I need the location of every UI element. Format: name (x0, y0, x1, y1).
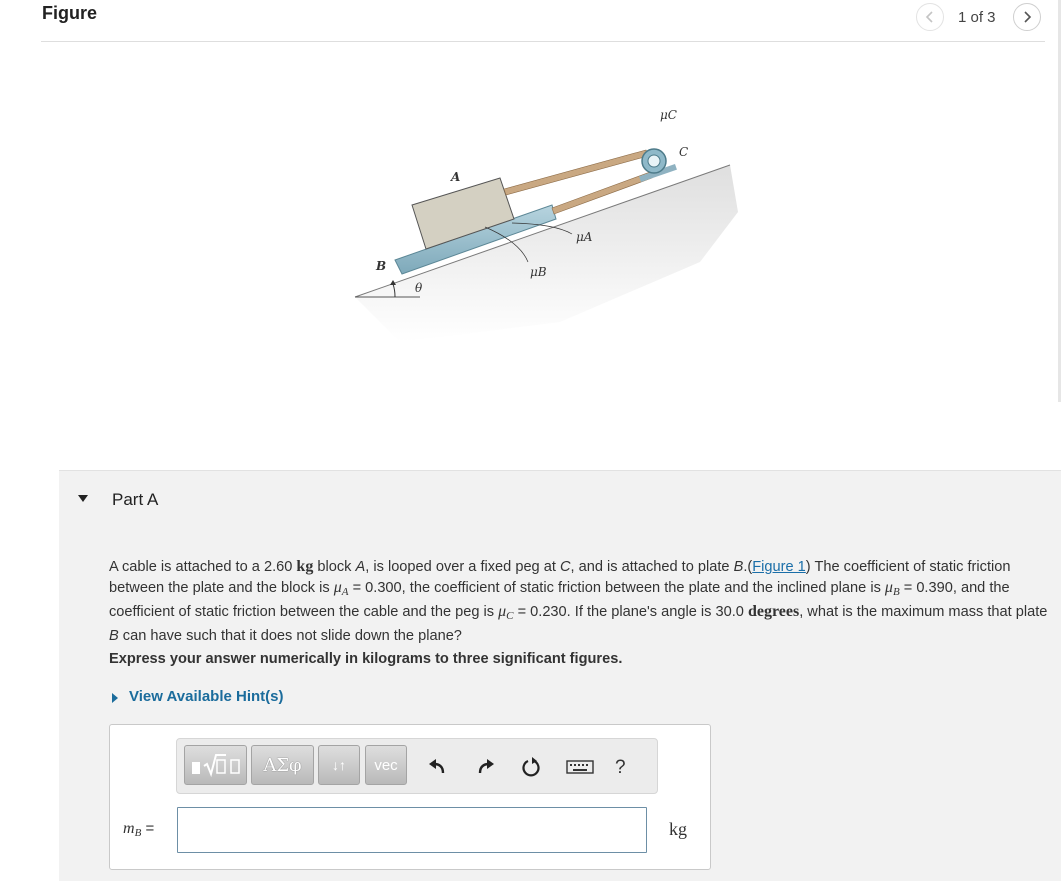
figure-divider (41, 41, 1045, 42)
undo-icon (428, 759, 446, 775)
part-a-header[interactable] (59, 470, 1061, 541)
incline-figure (340, 92, 740, 352)
undo-button[interactable] (426, 756, 448, 778)
redo-button[interactable] (475, 756, 497, 778)
label-mu-a: μA (576, 230, 593, 244)
subscript-superscript-button[interactable]: ↓↑ (318, 745, 360, 785)
chevron-left-icon (925, 10, 935, 24)
label-a: A (451, 170, 461, 184)
peg-center (648, 155, 660, 167)
figure-link[interactable]: Figure 1 (752, 559, 806, 575)
answer-instruction: Express your answer numerically in kilograms to three significant figures. (109, 651, 623, 667)
templates-button[interactable] (184, 745, 247, 785)
figure-title: Figure (42, 3, 98, 23)
label-b: B (376, 259, 387, 273)
cable-upper (504, 150, 648, 195)
keyboard-icon (566, 759, 594, 775)
previous-figure-button[interactable] (916, 3, 944, 31)
view-hints-link[interactable]: View Available Hint(s) (129, 688, 284, 705)
label-c: C (679, 145, 689, 159)
vector-button[interactable]: vec (365, 745, 407, 785)
caret-down-icon[interactable] (77, 494, 89, 504)
chevron-right-icon (1022, 10, 1032, 24)
sqrt-template-icon (190, 752, 242, 778)
answer-variable-label: $m_B$ = (123, 820, 155, 839)
keyboard-button[interactable] (566, 756, 594, 778)
problem-statement: A cable is attached to a 2.60 kg block A, is looped over a fixed peg at C, and is attached to plate B.(Figure 1) The coefficient of static friction between the plate and the block is $\mu_A = 0.300$, the coefficient of static friction between the plate and the inclined plane is $\mu_B = 0.390$, and the coefficient of static friction between the cable and the peg is $\mu_C = 0.230$. If the plane's angle is 30.0 degrees, what is the maximum mass that plate B can have such that it does not slide down the plane? (109, 558, 1048, 644)
caret-right-icon[interactable] (111, 692, 119, 704)
part-title: Part A (112, 490, 159, 509)
figure-counter: 1 of 3 (958, 9, 996, 26)
answer-unit: kg (669, 819, 687, 839)
redo-icon (477, 759, 495, 775)
answer-input[interactable] (177, 807, 647, 853)
reset-icon (520, 756, 542, 778)
label-theta: θ (415, 281, 423, 295)
label-mu-c: μC (660, 108, 677, 122)
next-figure-button[interactable] (1013, 3, 1041, 31)
greek-symbols-button[interactable]: ΑΣφ (251, 745, 314, 785)
reset-button[interactable] (520, 756, 542, 778)
help-button[interactable]: ? (615, 757, 626, 778)
label-mu-b: μB (530, 265, 547, 279)
